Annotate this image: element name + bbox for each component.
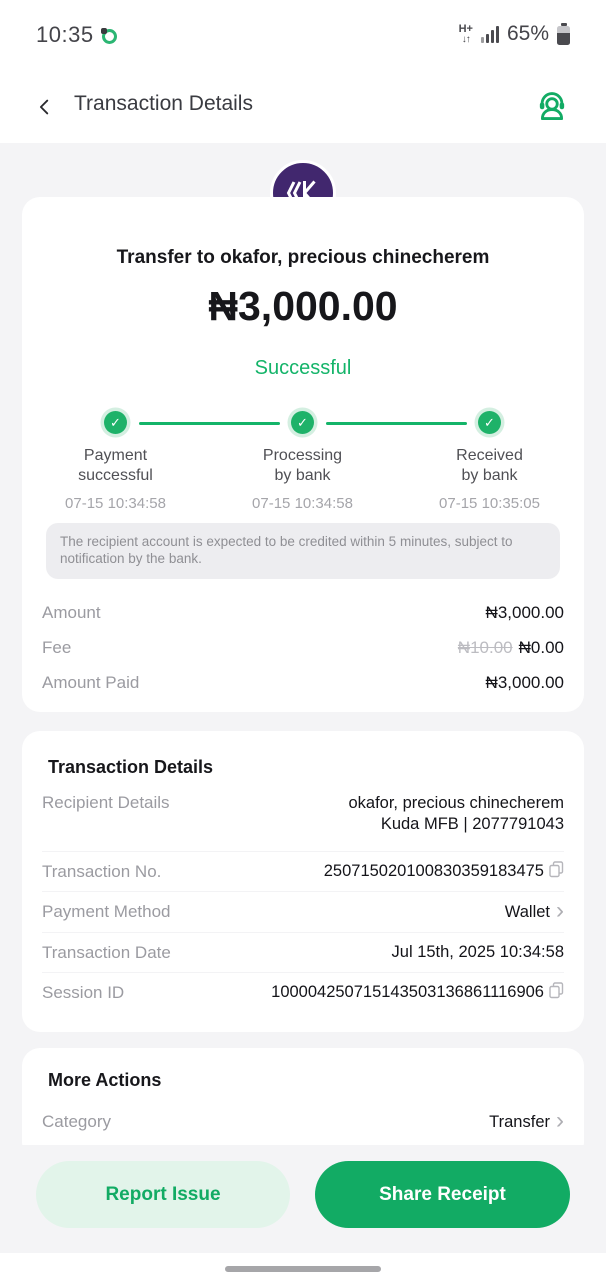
chevron-right-icon: › xyxy=(556,897,564,924)
report-issue-button[interactable]: Report Issue xyxy=(36,1161,290,1228)
step-payment-successful: ✓ Payment successful 07-15 10:34:58 xyxy=(22,411,209,512)
back-button[interactable] xyxy=(28,90,62,124)
check-icon: ✓ xyxy=(291,411,314,434)
payment-method-value: Wallet xyxy=(504,902,550,921)
session-id-row xyxy=(42,972,564,1012)
step-timestamp: 07-15 10:35:05 xyxy=(439,495,540,512)
transaction-date-label: Transaction Date xyxy=(42,942,171,962)
battery-percent: 65% xyxy=(506,22,549,45)
fee-old-value: ₦10.00 xyxy=(457,637,513,657)
status-bar xyxy=(0,0,606,70)
amount-paid-row xyxy=(42,665,564,700)
receipt-card xyxy=(22,197,584,712)
recipient-details-row xyxy=(42,793,564,851)
fee-row xyxy=(42,630,564,665)
copy-icon[interactable] xyxy=(549,982,564,1004)
category-row[interactable] xyxy=(42,1100,564,1144)
session-id-label: Session ID xyxy=(42,982,125,1002)
page-title: Transaction Details xyxy=(74,92,253,115)
signal-strength-icon xyxy=(481,26,499,43)
footer-bar xyxy=(0,1145,606,1253)
amount-paid-label: Amount Paid xyxy=(42,672,140,692)
recipient-details-label: Recipient Details xyxy=(42,793,170,812)
payment-method-label: Payment Method xyxy=(42,902,171,921)
amount-row xyxy=(42,595,564,630)
fee-value: ₦0.00 xyxy=(518,637,564,657)
category-label: Category xyxy=(42,1112,111,1131)
app-bar xyxy=(0,70,606,143)
network-type-icon: H+ ↓↑ xyxy=(458,22,473,45)
check-icon: ✓ xyxy=(104,411,127,434)
amount-paid-value: ₦3,000.00 xyxy=(485,672,564,692)
sync-icon xyxy=(102,29,117,44)
battery-icon xyxy=(557,23,570,45)
transaction-date-value: Jul 15th, 2025 10:34:58 xyxy=(391,943,564,961)
transaction-no-value: 250715020100830359183475 xyxy=(323,862,544,880)
transfer-title: Transfer to okafor, precious chinecherem xyxy=(116,247,490,268)
transaction-details-title: Transaction Details xyxy=(48,757,214,777)
more-actions-title: More Actions xyxy=(48,1070,162,1090)
status-time: 10:35 xyxy=(36,22,94,47)
step-processing-by-bank: ✓ Processing by bank 07-15 10:34:58 xyxy=(209,411,396,512)
navigation-strip xyxy=(0,1253,606,1280)
gesture-handle[interactable] xyxy=(225,1266,381,1272)
support-agent-icon xyxy=(534,88,570,124)
session-id-value: 100004250715143503136861116906 xyxy=(271,983,544,1001)
more-actions-card xyxy=(22,1048,584,1160)
status-right xyxy=(459,22,570,46)
copy-icon[interactable] xyxy=(549,861,564,883)
fee-label: Fee xyxy=(42,637,72,657)
share-receipt-button[interactable]: Share Receipt xyxy=(315,1161,570,1228)
recipient-details-value: okafor, precious chinecherem Kuda MFB | 2077791043 xyxy=(348,794,564,833)
check-icon: ✓ xyxy=(478,411,501,434)
back-icon xyxy=(34,96,56,118)
credit-note: The recipient account is expected to be credited within 5 minutes, subject to notification by the bank. xyxy=(46,523,560,579)
chevron-right-icon: › xyxy=(556,1107,564,1134)
status-text: Successful xyxy=(254,357,352,379)
amount-label: Amount xyxy=(42,602,101,622)
support-button[interactable] xyxy=(530,84,574,128)
payment-method-row[interactable] xyxy=(42,891,564,932)
step-received-by-bank: ✓ Received by bank 07-15 10:35:05 xyxy=(396,411,583,512)
category-value: Transfer xyxy=(489,1112,550,1131)
transaction-date-row xyxy=(42,932,564,972)
transfer-amount: ₦3,000.00 xyxy=(208,283,398,329)
progress-steps xyxy=(22,403,584,515)
step-timestamp: 07-15 10:34:58 xyxy=(252,495,353,512)
step-timestamp: 07-15 10:34:58 xyxy=(65,495,166,512)
amount-value: ₦3,000.00 xyxy=(485,602,564,622)
transaction-no-row xyxy=(42,851,564,891)
transaction-details-card xyxy=(22,731,584,1032)
transaction-no-label: Transaction No. xyxy=(42,861,162,881)
